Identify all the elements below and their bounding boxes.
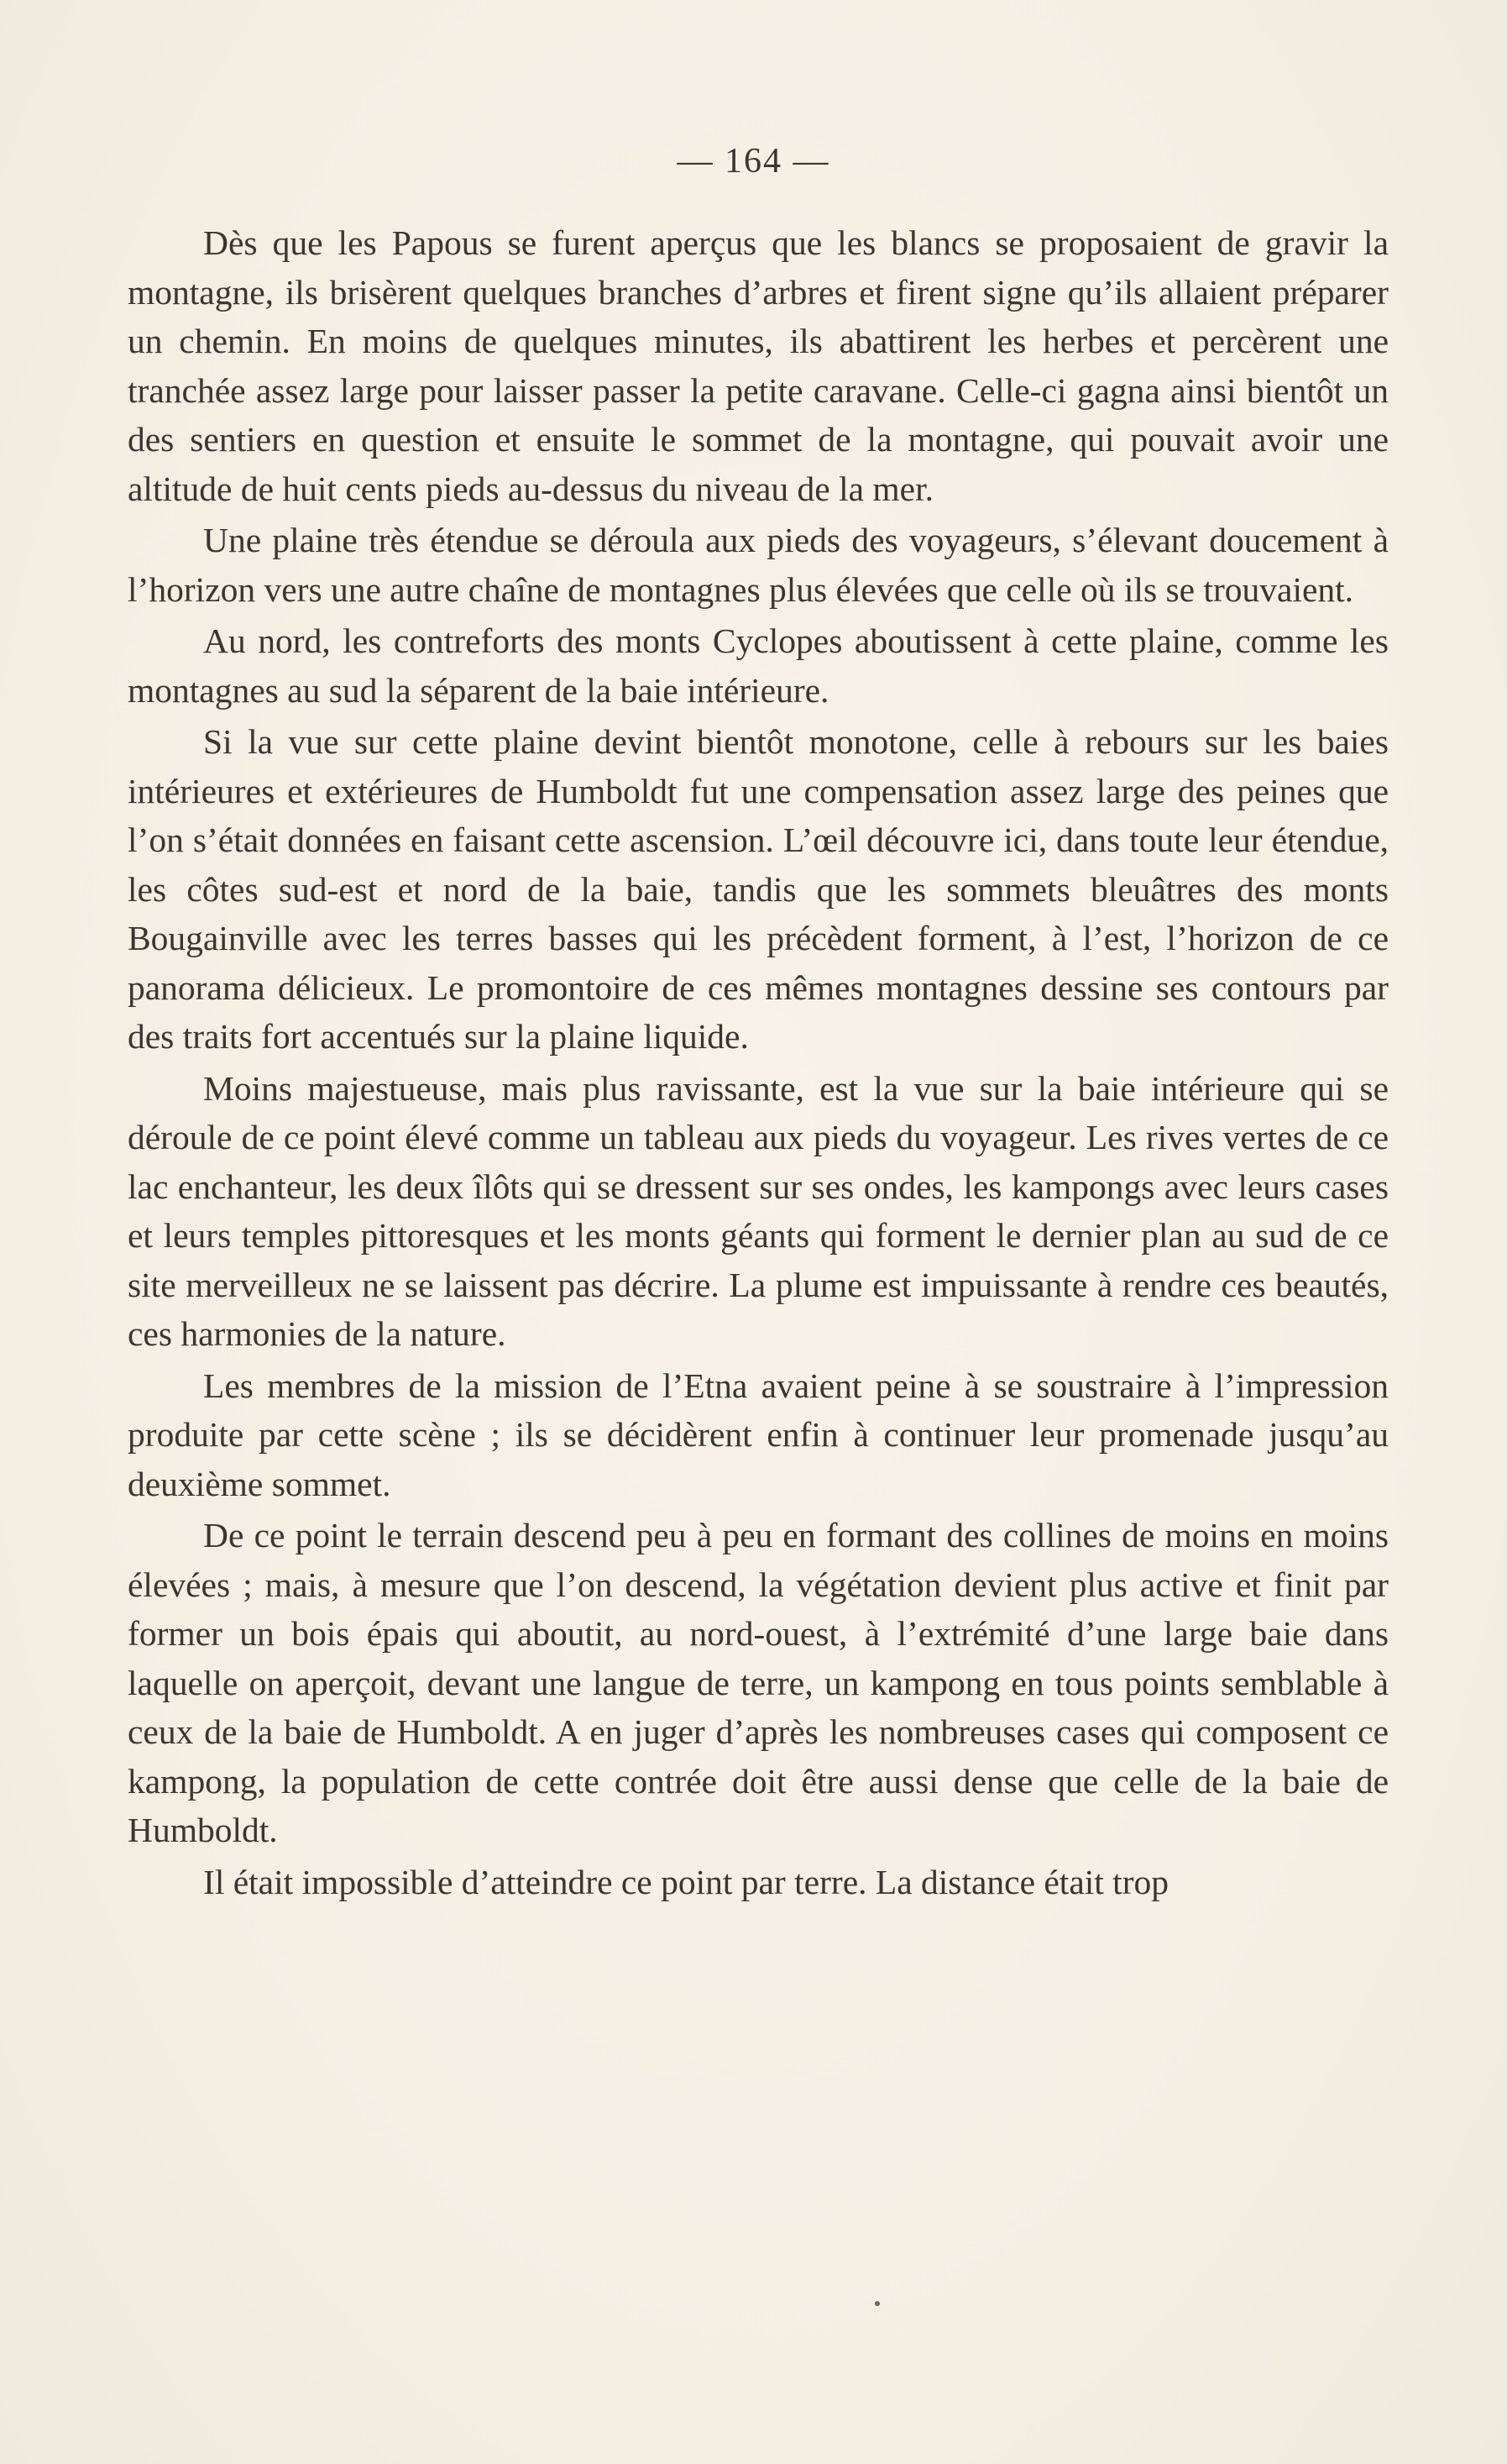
paragraph: Une plaine très étendue se déroula aux pieds des voyageurs, s’élevant doucement à l’horizon vers une autre chaîne de montagnes plus élevées que celle où ils se trouvaient.: [128, 521, 1389, 609]
body-text: [128, 218, 1389, 1909]
paragraph: Au nord, les contreforts des monts Cyclopes aboutissent à cette plaine, comme les montagnes au sud la séparent de la baie intérieure.: [128, 621, 1389, 710]
ink-speck: [875, 2301, 880, 2306]
paragraph: De ce point le terrain descend peu à peu en formant des collines de moins en moins élevées ; mais, à mesure que l’on descend, la végétation devient plus active et finit par former un bois épais qui aboutit, au nord-ouest, à l’extrémité d’une large baie dans laquelle on aperçoit, devant une langue de terre, un kampong en tous points semblable à ceux de la baie de Humboldt. A en juger d’après les nombreuses cases qui composent ce kampong, la population de cette contrée doit être aussi dense que celle de la baie de Humboldt.: [128, 1516, 1389, 1849]
paragraph: Il était impossible d’atteindre ce point par terre. La distance était trop: [203, 1862, 1169, 1901]
paragraph: Dès que les Papous se furent aperçus que les blancs se proposaient de gravir la montagne, ils brisèrent quelques branches d’arbres et firent signe qu’ils allaient préparer un chemin. En moins de quelques minutes, ils abattirent les herbes et percèrent une tranchée assez large pour laisser passer la petite caravane. Celle-ci gagna ainsi bientôt un des sentiers en question et ensuite le sommet de la montagne, qui pouvait avoir une altitude de huit cents pieds au-dessus du niveau de la mer.: [128, 223, 1389, 508]
paragraph: Les membres de la mission de l’Etna avaient peine à se soustraire à l’impression produite par cette scène ; ils se décidèrent enfin à continuer leur promenade jusqu’au deuxième sommet.: [128, 1366, 1389, 1503]
page-number: — 164 —: [677, 142, 830, 181]
paragraph: Si la vue sur cette plaine devint bientôt monotone, celle à rebours sur les baies intérieures et extérieures de Humboldt fut une compensation assez large des peines que l’on s’était données en faisant cette ascension. L’œil découvre ici, dans toute leur étendue, les côtes sud-est et nord de la baie, tandis que les sommets bleuâtres des monts Bougainville avec les terres basses qui les précèdent forment, à l’est, l’horizon de ce panorama délicieux. Le promontoire de ces mêmes montagnes dessine ses contours par des traits fort accentués sur la plaine liquide.: [128, 722, 1389, 1056]
paragraph: Moins majestueuse, mais plus ravissante, est la vue sur la baie intérieure qui se déroule de ce point élevé comme un tableau aux pieds du voyageur. Les rives vertes de ce lac enchanteur, les deux îlôts qui se dressent sur ses ondes, les kampongs avec leurs cases et leurs temples pittoresques et les monts géants qui forment le dernier plan au sud de ce site merveilleux ne se laissent pas décrire. La plume est impuissante à rendre ces beautés, ces harmonies de la nature.: [128, 1068, 1389, 1353]
